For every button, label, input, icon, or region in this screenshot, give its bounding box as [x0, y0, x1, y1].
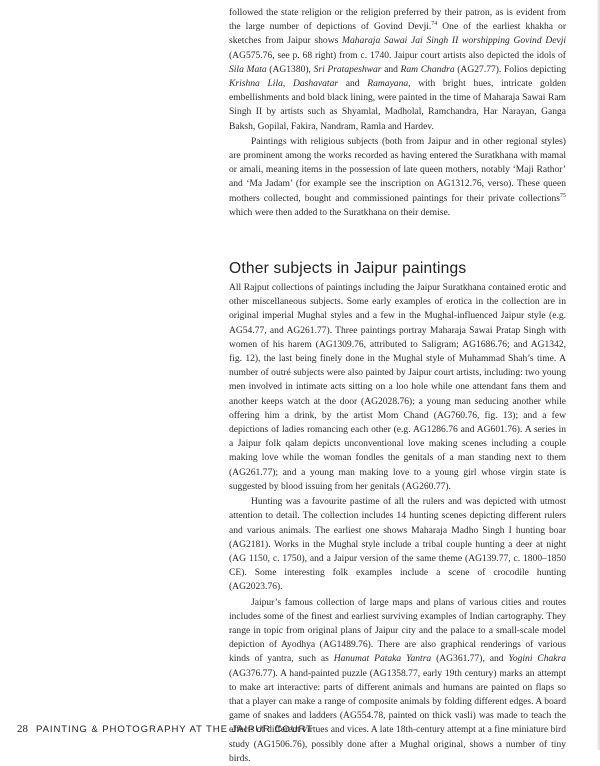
- running-title: PAINTING & PHOTOGRAPHY AT THE JAIPUR COURT: [36, 724, 313, 735]
- page-footer: [17, 723, 313, 735]
- paragraph-hunting: Hunting was a favourite pastime of all the rulers and was depicted with utmost attention to detail. The collection includes 14 hunting scenes depicting different rulers and various animals. The earliest one shows Maharaja Madho Singh I hunting boar (AG2181). Works in the Mughal style include a tribal couple hunting a deer at night (AG 1150, c. 1750), and a Jaipur version of the same theme (AG139.77, c. 1800–1850 CE). Some interesting folk examples include a scene of crocodile hunting (AG2023.76).: [229, 496, 566, 593]
- paragraph-erotica: All Rajput collections of paintings including the Jaipur Suratkhana contained erotic and other miscellaneous subjects. Some early examples of erotica in the collection are in original imperial Mughal styles and a few in the Mughal-influenced Jaipur style (e.g. AG54.77, and AG261.77). Three paintings portray Maharaja Sawai Pratap Singh with women of his harem (AG1309.76, attributed to Saligram; AG1686.76; and AG1342, fig. 12), the last being finely done in the Mughal style of Muhammad Shah’s time. A number of outré subjects were also painted by Jaipur court artists, including: two young men involved in intimate acts sitting on a loo hole while one attendant fans them and another keeps watch at the door (AG2028.76); a young man seducing another while offering him a drink, by the artist Mom Chand (AG760.76, fig. 13); and a few depictions of ladies romancing each other (e.g. AG1286.76 and AG601.76). A series in a Jaipur folk qalam depicts unconventional love making scenes including a couple making love while the woman fondles the genitals of a man standing next to them (AG261.77); and a young man making love to a young girl whose virgin state is suggested by blood issuing from her genitals (AG260.77).: [229, 282, 566, 492]
- paragraph-religious-depictions: followed the state religion or the religion preferred by their patron, as is evident from the large number of depictions of Govind Devji.$^{74}$ One of the earliest khakha or sketches from Jaipur shows Maharaja Sawai Jai Singh II worshipping Govind Devji (AG575.76, see p. 68 right) from c. 1740. Jaipur court artists also depicted the idols of Sila Mata (AG1380), Sri Pratapeshwar and Ram Chandra (AG27.77). Folios depicting Krishna Lila, Dashavatar and Ramayana, with bright hues, intricate golden embellishments and bold black lining, were painted in the time of Maharaja Sawai Ram Singh II by artists such as Shyamlal, Madholal, Ramchandra, Har Narayan, Ganga Baksh, Gopilal, Fakira, Nandram, Ramla and Hardev.: [229, 7, 567, 132]
- paragraph-maps-and-games: Jaipur’s famous collection of large maps and plans of various cities and routes includes some of the finest and earliest surviving examples of Indian cartography. They range in topic from original plans of Jaipur city and the palace to a small-scale model depiction of Ayodhya (AG1489.76). There are also graphical renderings of various kinds of yantra, such as Hanumat Pataka Yantra (AG361.77), and Yogini Chakra (AG376.77). A hand-painted puzzle (AG1358.77, early 19th century) marks an attempt to make art interactive: parts of different animals and humans are painted on flaps so that a player can make a range of composite animals by folding different edges. A board game of snakes and ladders (AG554.78, painted on thick vasli) was made to teach the effects of different virtues and vices. A late 18th-century attempt at a fine miniature bird study (AG1506.76), possibly done after a Mughal original, shows a number of tiny birds.: [229, 596, 566, 764]
- text-column: [229, 6, 566, 766]
- footnote-ref: 75: [560, 192, 566, 199]
- paragraph-queen-mothers: Paintings with religious subjects (both from Jaipur and in other regional styles) are prominent among the works recorded as having entered the Suratkhana with mamal or amali, meaning items in the possession of late queen mothers, notably ‘Maji Rathor’ and ‘Ma Jadam’ (for example see the inscription on AG1312.76, verso). These queen mothers collected, bought and commissioned paintings for their private collections$^{75}$ which were then added to the Suratkhana on their demise.: [229, 135, 566, 218]
- section-heading: Other subjects in Jaipur paintings: [229, 260, 467, 278]
- footnote-ref: 74: [431, 21, 438, 28]
- page-number: 28: [17, 723, 28, 735]
